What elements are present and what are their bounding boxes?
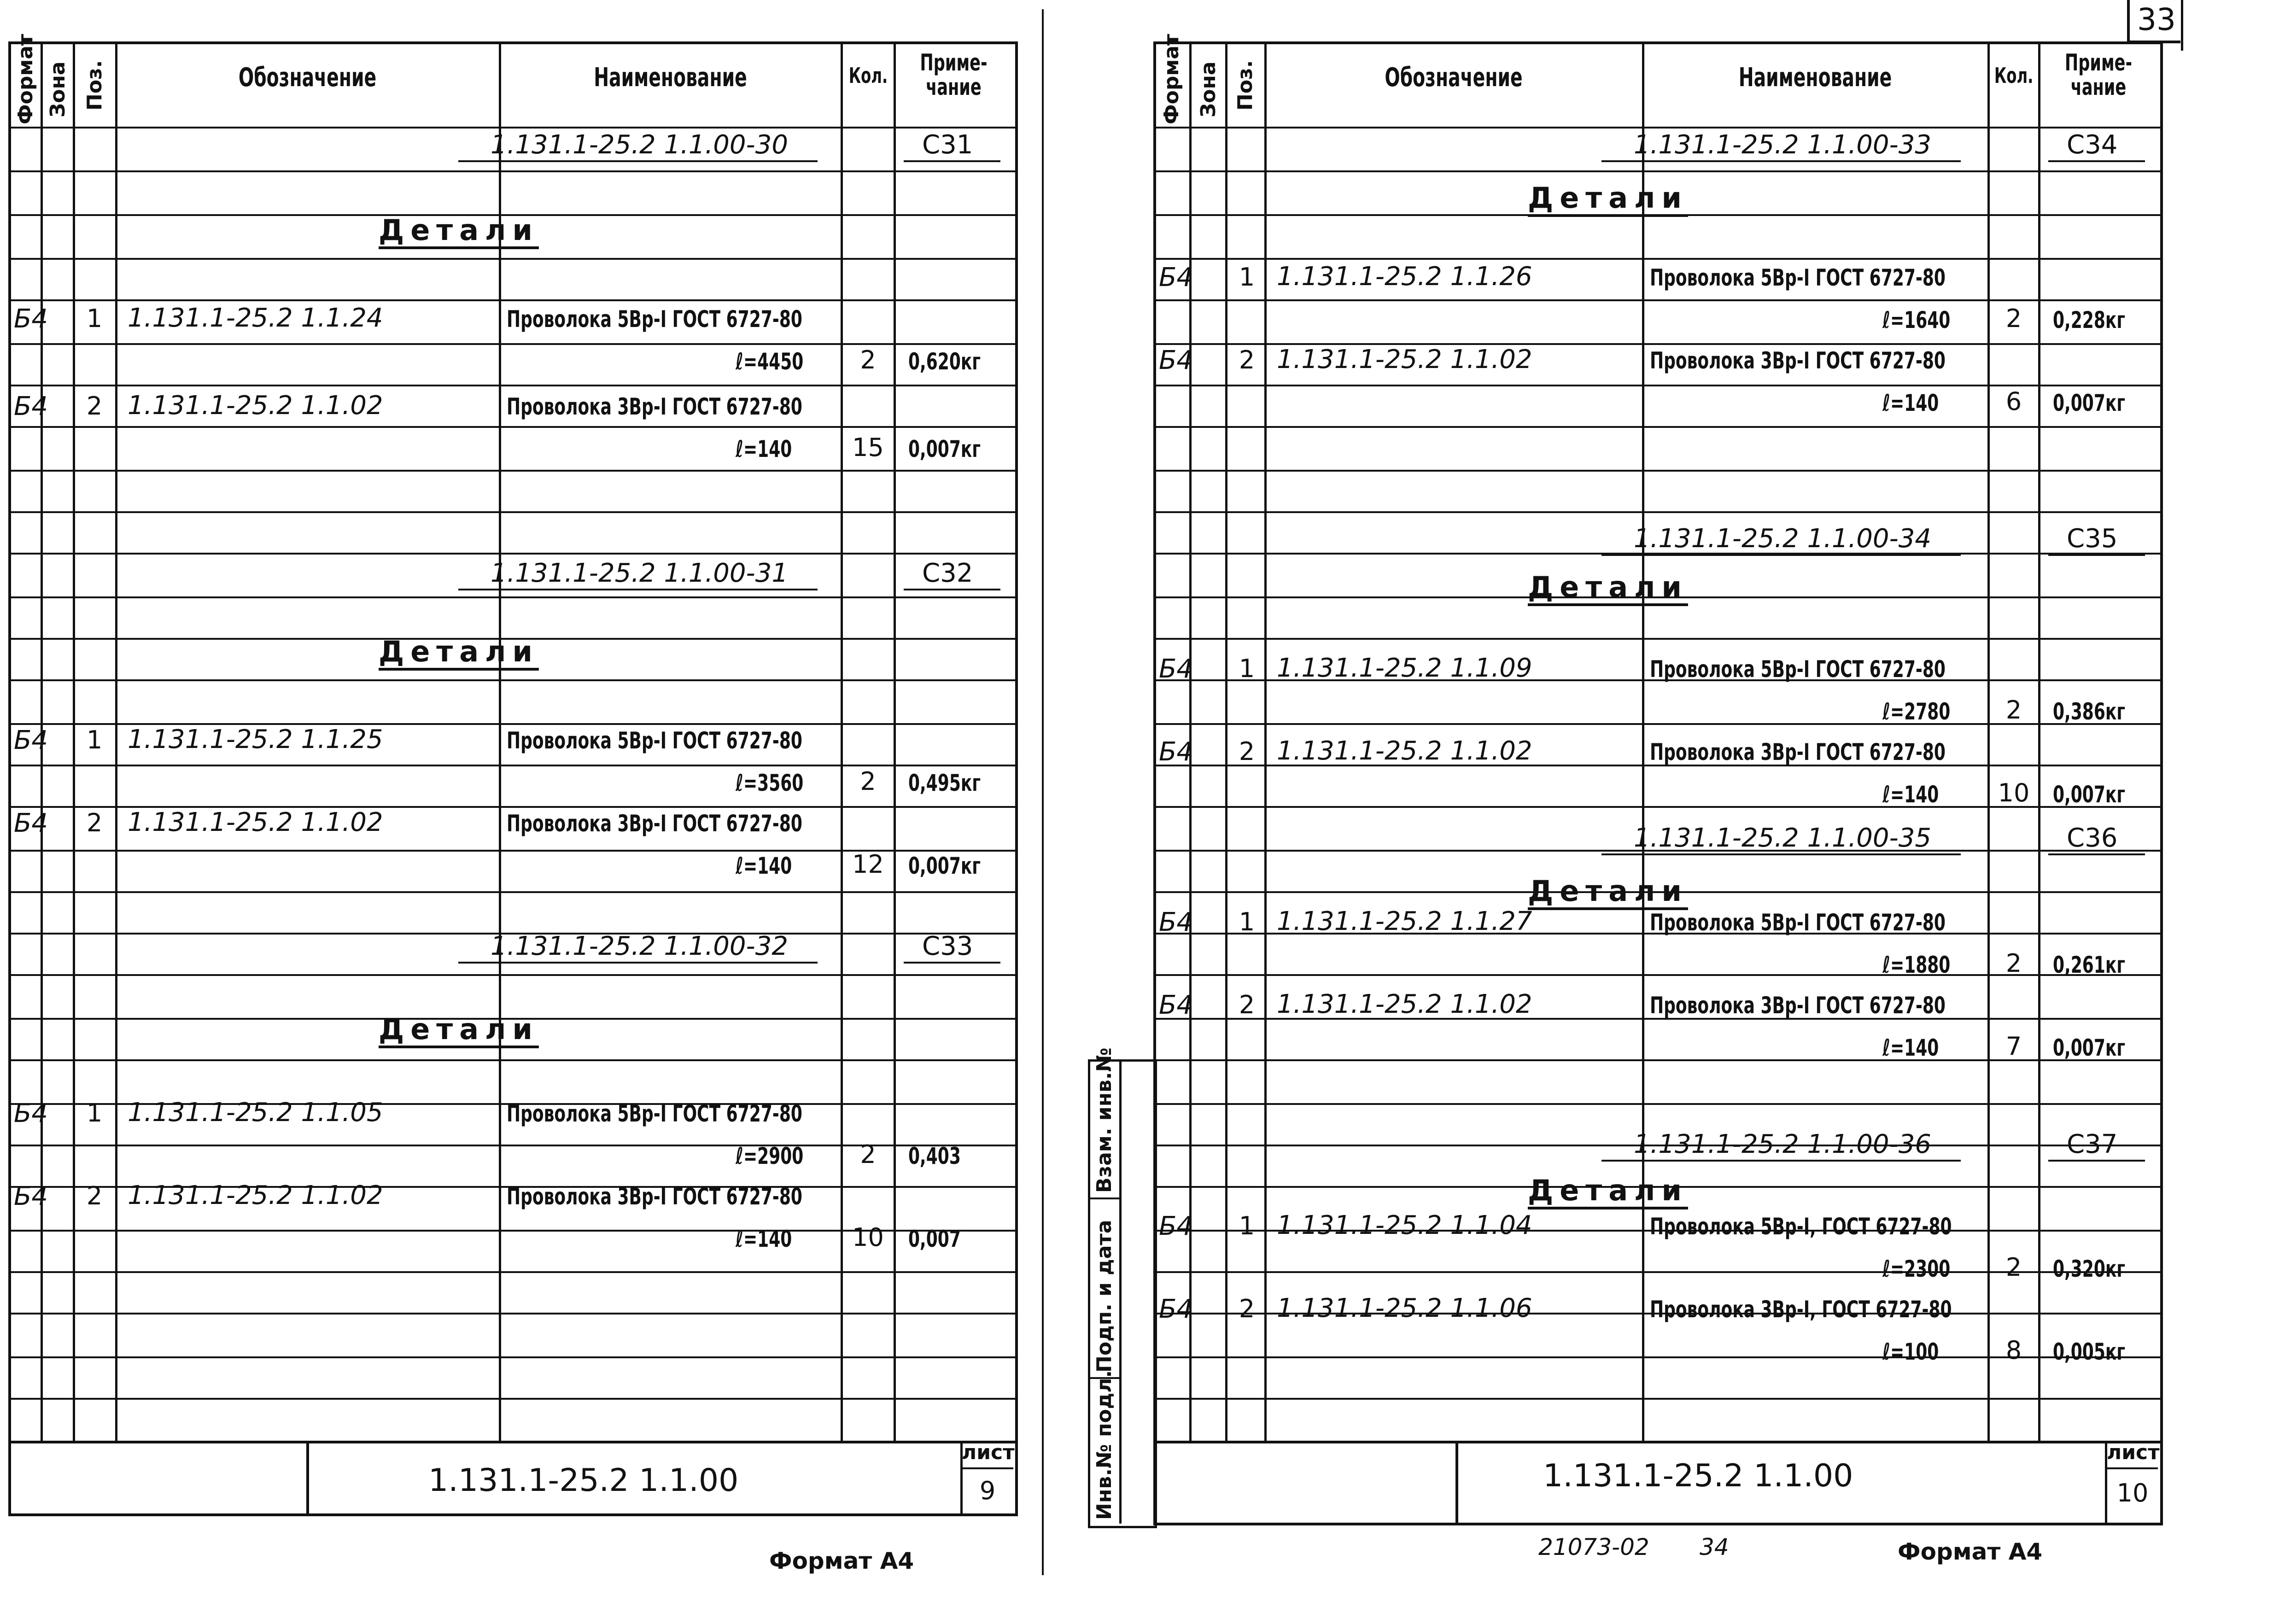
right-footer-page: 34 xyxy=(1700,1534,1729,1560)
right-item-qty-2-1: 7 xyxy=(2005,1032,2022,1061)
left-row-line-29 xyxy=(8,1356,1015,1358)
left-item-name-2-0: Проволока 5Вр-I ГОСТ 6727-80 xyxy=(507,1100,802,1127)
right-group-doc-0: 1.131.1-25.2 1.1.00-33 xyxy=(1634,130,1932,160)
left-item-designation-1-0: 1.131.1-25.2 1.1.25 xyxy=(128,724,383,754)
left-item-qty-1-0: 2 xyxy=(860,767,876,796)
right-item-name-1-0: Проволока 5Вр-I ГОСТ 6727-80 xyxy=(1650,656,1946,683)
right-group-doc-underline-2 xyxy=(1601,853,1961,855)
left-item-name-0-1: Проволока 3Вр-I ГОСТ 6727-80 xyxy=(507,393,802,420)
left-item-mass-2-1: 0,007 xyxy=(908,1226,961,1252)
left-item-designation-2-1: 1.131.1-25.2 1.1.02 xyxy=(128,1180,383,1210)
left-stamp-code: 1.131.1-25.2 1.1.00 xyxy=(428,1462,739,1499)
right-item-format-2-1: Б4 xyxy=(1159,990,1193,1020)
right-item-qty-1-1: 10 xyxy=(1998,778,2030,807)
right-item-name-0-0: Проволока 5Вр-I ГОСТ 6727-80 xyxy=(1650,264,1946,291)
right-row-line-9 xyxy=(1153,511,2160,513)
right-details-title-3: Детали xyxy=(1528,1174,1688,1207)
left-header-pos: Поз. xyxy=(83,60,106,111)
right-item-designation-2-0: 1.131.1-25.2 1.1.27 xyxy=(1277,906,1532,936)
right-item-name-1-1: Проволока 3Вр-I ГОСТ 6727-80 xyxy=(1650,739,1946,765)
left-item-designation-2-0: 1.131.1-25.2 1.1.05 xyxy=(128,1098,383,1127)
right-col-line-designation xyxy=(1642,41,1644,1442)
right-group-doc-3: 1.131.1-25.2 1.1.00-36 xyxy=(1634,1129,1932,1159)
right-group-note-underline-0 xyxy=(2048,160,2145,162)
left-group-note-underline-0 xyxy=(904,160,1000,162)
left-item-qty-1-1: 12 xyxy=(852,850,884,879)
right-group-doc-underline-0 xyxy=(1601,160,1961,162)
right-header-note: Приме-чание xyxy=(2064,49,2133,100)
right-item-mass-0-0: 0,228кг xyxy=(2053,307,2126,333)
left-group-note-0: С31 xyxy=(922,130,973,160)
left-item-pos-0-0: 1 xyxy=(86,304,103,333)
right-col-line-name xyxy=(1987,41,1990,1442)
right-item-format-3-1: Б4 xyxy=(1159,1294,1193,1324)
right-item-qty-2-0: 2 xyxy=(2005,949,2022,978)
right-item-format-0-0: Б4 xyxy=(1159,263,1193,292)
right-item-designation-3-0: 1.131.1-25.2 1.1.04 xyxy=(1277,1210,1532,1240)
right-row-line-4 xyxy=(1153,299,2160,301)
left-item-pos-2-0: 1 xyxy=(86,1098,103,1127)
right-item-designation-2-1: 1.131.1-25.2 1.1.02 xyxy=(1277,989,1532,1019)
right-item-format-3-0: Б4 xyxy=(1159,1211,1193,1241)
left-item-pos-1-1: 2 xyxy=(86,808,103,837)
right-item-mass-3-0: 0,320кг xyxy=(2053,1256,2126,1282)
left-group-doc-1: 1.131.1-25.2 1.1.00-31 xyxy=(491,558,789,588)
left-item-name-0-0: Проволока 5Вр-I ГОСТ 6727-80 xyxy=(507,306,802,333)
left-group-note-2: С33 xyxy=(922,931,973,961)
right-item-mass-2-0: 0,261кг xyxy=(2053,952,2126,978)
right-item-name-2-1: Проволока 3Вр-I ГОСТ 6727-80 xyxy=(1650,992,1946,1019)
left-item-qty-0-1: 15 xyxy=(852,433,884,462)
left-group-note-underline-1 xyxy=(904,589,1000,590)
left-item-format-2-1: Б4 xyxy=(14,1181,48,1211)
right-row-line-30 xyxy=(1153,1398,2160,1400)
right-item-pos-2-1: 2 xyxy=(1239,990,1255,1019)
left-row-line-11 xyxy=(8,596,1015,598)
right-item-length-3-1: ℓ=100 xyxy=(1882,1338,1939,1365)
right-item-pos-0-1: 2 xyxy=(1239,345,1255,374)
right-item-qty-1-0: 2 xyxy=(2005,695,2022,724)
right-item-format-2-0: Б4 xyxy=(1159,907,1193,937)
right-item-format-0-1: Б4 xyxy=(1159,345,1193,375)
left-group-note-underline-2 xyxy=(904,962,1000,964)
left-group-doc-2: 1.131.1-25.2 1.1.00-32 xyxy=(491,931,789,961)
side-label-repl: Взам. инв.№ xyxy=(1093,1047,1116,1193)
left-item-length-0-1: ℓ=140 xyxy=(736,436,792,462)
right-group-doc-underline-1 xyxy=(1601,554,1961,556)
right-footer-format: Формат А4 xyxy=(1898,1538,2043,1565)
right-item-length-0-0: ℓ=1640 xyxy=(1882,307,1951,333)
left-row-line-10 xyxy=(8,553,1015,555)
right-item-name-3-1: Проволока 3Вр-I, ГОСТ 6727-80 xyxy=(1650,1296,1952,1323)
right-item-designation-0-1: 1.131.1-25.2 1.1.02 xyxy=(1277,345,1532,374)
left-header-designation: Обозначение xyxy=(238,63,377,93)
left-item-format-2-0: Б4 xyxy=(14,1098,48,1128)
left-item-name-2-1: Проволока 3Вр-I ГОСТ 6727-80 xyxy=(507,1183,802,1210)
right-stamp-divider xyxy=(1455,1441,1458,1524)
right-group-note-2: С36 xyxy=(2067,823,2118,853)
right-details-title-2: Детали xyxy=(1528,874,1688,908)
left-row-line-15 xyxy=(8,765,1015,766)
right-row-line-0 xyxy=(1153,127,2160,129)
right-row-line-23 xyxy=(1153,1103,2160,1105)
left-row-line-8 xyxy=(8,470,1015,472)
binding-line-center xyxy=(1042,9,1044,1575)
left-group-doc-underline-0 xyxy=(458,160,818,162)
left-sheet-box-mid xyxy=(960,1467,1013,1469)
left-row-line-27 xyxy=(8,1271,1015,1273)
left-item-format-1-1: Б4 xyxy=(14,808,48,838)
right-sheet-label: лист xyxy=(2107,1441,2160,1464)
left-header-zone: Зона xyxy=(46,61,70,117)
left-stamp-divider xyxy=(306,1441,309,1515)
left-item-pos-0-1: 2 xyxy=(86,391,103,421)
right-row-line-8 xyxy=(1153,470,2160,472)
right-item-name-2-0: Проволока 5Вр-I ГОСТ 6727-80 xyxy=(1650,909,1946,936)
right-item-designation-3-1: 1.131.1-25.2 1.1.06 xyxy=(1277,1293,1532,1323)
left-row-line-0 xyxy=(8,127,1015,129)
right-item-format-1-0: Б4 xyxy=(1159,654,1193,684)
left-row-line-30 xyxy=(8,1398,1015,1400)
right-header-pos: Поз. xyxy=(1233,60,1257,111)
left-item-length-1-0: ℓ=3560 xyxy=(736,770,804,796)
right-item-designation-1-1: 1.131.1-25.2 1.1.02 xyxy=(1277,736,1532,766)
left-row-line-18 xyxy=(8,891,1015,893)
right-item-pos-1-0: 1 xyxy=(1239,654,1255,683)
right-item-name-0-1: Проволока 3Вр-I ГОСТ 6727-80 xyxy=(1650,347,1946,374)
right-group-doc-1: 1.131.1-25.2 1.1.00-34 xyxy=(1634,524,1932,554)
right-item-name-3-0: Проволока 5Вр-I, ГОСТ 6727-80 xyxy=(1650,1213,1952,1240)
right-item-pos-3-1: 2 xyxy=(1239,1294,1255,1323)
right-details-title-0: Детали xyxy=(1528,181,1688,215)
right-item-pos-3-0: 1 xyxy=(1239,1211,1255,1240)
left-item-mass-0-0: 0,620кг xyxy=(908,348,981,375)
right-item-mass-1-1: 0,007кг xyxy=(2053,781,2126,808)
right-row-line-1 xyxy=(1153,170,2160,172)
left-header-name: Наименование xyxy=(594,63,747,93)
left-item-name-1-1: Проволока 3Вр-I ГОСТ 6727-80 xyxy=(507,810,802,837)
right-item-qty-3-1: 8 xyxy=(2005,1336,2022,1365)
right-header-qty: Кол. xyxy=(1994,63,2034,88)
left-item-pos-1-0: 1 xyxy=(86,725,103,754)
left-header-format: Формат xyxy=(14,34,37,124)
left-item-qty-0-0: 2 xyxy=(860,345,876,374)
right-header-name: Наименование xyxy=(1738,63,1892,93)
left-item-format-1-0: Б4 xyxy=(14,725,48,755)
side-label-sign: Подп. и дата xyxy=(1093,1220,1116,1373)
side-strip-inner xyxy=(1119,1059,1122,1524)
right-item-pos-1-1: 2 xyxy=(1239,737,1255,766)
right-group-note-0: С34 xyxy=(2067,130,2118,160)
left-item-name-1-0: Проволока 5Вр-I ГОСТ 6727-80 xyxy=(507,727,802,754)
page-number: 33 xyxy=(2137,2,2176,37)
right-item-mass-2-1: 0,007кг xyxy=(2053,1034,2126,1061)
left-group-doc-0: 1.131.1-25.2 1.1.00-30 xyxy=(491,130,789,160)
right-stamp-code: 1.131.1-25.2 1.1.00 xyxy=(1543,1458,1853,1494)
left-sheet-label: лист xyxy=(962,1441,1015,1464)
left-group-doc-underline-2 xyxy=(458,962,818,964)
right-item-qty-0-0: 2 xyxy=(2005,304,2022,333)
binding-line-right xyxy=(2181,0,2183,51)
right-col-line-qty xyxy=(2038,41,2040,1442)
left-row-line-3 xyxy=(8,258,1015,260)
right-item-length-1-1: ℓ=140 xyxy=(1882,781,1939,808)
left-item-mass-1-1: 0,007кг xyxy=(908,853,981,879)
right-item-format-1-1: Б4 xyxy=(1159,737,1193,767)
left-row-line-9 xyxy=(8,511,1015,513)
right-item-qty-3-0: 2 xyxy=(2005,1253,2022,1282)
right-item-qty-0-1: 6 xyxy=(2005,387,2022,416)
left-item-designation-0-1: 1.131.1-25.2 1.1.02 xyxy=(128,391,383,421)
right-footer-code: 21073-02 xyxy=(1538,1534,1649,1560)
right-row-line-3 xyxy=(1153,258,2160,260)
right-item-length-3-0: ℓ=2300 xyxy=(1882,1256,1951,1282)
left-item-length-0-0: ℓ=4450 xyxy=(736,348,804,375)
side-label-inv: Инв.№ подл. xyxy=(1093,1370,1116,1520)
left-item-format-0-0: Б4 xyxy=(14,304,48,334)
left-row-line-4 xyxy=(8,299,1015,301)
right-item-designation-1-0: 1.131.1-25.2 1.1.09 xyxy=(1277,653,1532,683)
right-group-note-1: С35 xyxy=(2067,524,2118,554)
left-item-length-2-1: ℓ=140 xyxy=(736,1226,792,1252)
left-item-designation-0-0: 1.131.1-25.2 1.1.24 xyxy=(128,303,383,333)
left-details-title-1: Детали xyxy=(379,635,539,668)
right-item-length-0-1: ℓ=140 xyxy=(1882,390,1939,416)
left-item-qty-2-0: 2 xyxy=(860,1140,876,1169)
left-row-line-7 xyxy=(8,426,1015,428)
left-group-note-1: С32 xyxy=(922,558,973,588)
right-row-line-12 xyxy=(1153,638,2160,640)
left-header-qty: Кол. xyxy=(848,63,888,88)
right-group-note-3: С37 xyxy=(2067,1129,2118,1159)
right-stamp-top xyxy=(1153,1441,2160,1443)
left-group-doc-underline-1 xyxy=(458,589,818,590)
left-row-line-1 xyxy=(8,170,1015,172)
left-details-title-2: Детали xyxy=(379,1012,539,1046)
left-item-qty-2-1: 10 xyxy=(852,1223,884,1252)
right-row-line-6 xyxy=(1153,385,2160,386)
right-item-length-1-0: ℓ=2780 xyxy=(1882,698,1951,725)
right-item-designation-0-0: 1.131.1-25.2 1.1.26 xyxy=(1277,262,1532,292)
right-item-mass-0-1: 0,007кг xyxy=(2053,390,2126,416)
left-col-line-designation xyxy=(499,41,501,1442)
left-details-title-0: Детали xyxy=(379,213,539,247)
left-col-line-pos xyxy=(115,41,117,1442)
right-header-zone: Зона xyxy=(1197,61,1220,117)
right-header-designation: Обозначение xyxy=(1385,63,1523,93)
right-item-length-2-1: ℓ=140 xyxy=(1882,1034,1939,1061)
left-row-line-13 xyxy=(8,679,1015,681)
side-strip-div1 xyxy=(1088,1198,1120,1199)
left-header-note: Приме-чание xyxy=(920,49,988,100)
right-group-note-underline-3 xyxy=(2048,1160,2145,1162)
right-item-mass-1-0: 0,386кг xyxy=(2053,698,2126,725)
right-group-note-underline-1 xyxy=(2048,554,2145,556)
left-item-mass-0-1: 0,007кг xyxy=(908,436,981,462)
left-item-pos-2-1: 2 xyxy=(86,1181,103,1210)
left-item-mass-1-0: 0,495кг xyxy=(908,770,981,796)
right-group-note-underline-2 xyxy=(2048,853,2145,855)
right-item-pos-2-0: 1 xyxy=(1239,907,1255,936)
right-item-mass-3-1: 0,005кг xyxy=(2053,1338,2126,1365)
left-row-line-5 xyxy=(8,343,1015,345)
left-item-format-0-1: Б4 xyxy=(14,391,48,421)
left-row-line-28 xyxy=(8,1313,1015,1314)
left-item-length-1-1: ℓ=140 xyxy=(736,853,792,879)
left-row-line-6 xyxy=(8,385,1015,386)
left-item-designation-1-1: 1.131.1-25.2 1.1.02 xyxy=(128,807,383,837)
right-group-doc-underline-3 xyxy=(1601,1160,1961,1162)
left-item-mass-2-0: 0,403 xyxy=(908,1143,961,1169)
right-details-title-1: Детали xyxy=(1528,570,1688,604)
left-footer-format: Формат А4 xyxy=(769,1548,914,1574)
right-sheet-box-mid xyxy=(2105,1467,2158,1469)
right-header-format: Формат xyxy=(1160,34,1183,124)
right-sheet-number: 10 xyxy=(2116,1478,2149,1507)
left-stamp-top xyxy=(8,1441,1015,1443)
right-group-doc-2: 1.131.1-25.2 1.1.00-35 xyxy=(1634,823,1932,853)
left-item-length-2-0: ℓ=2900 xyxy=(736,1143,804,1169)
left-sheet-number: 9 xyxy=(979,1476,996,1505)
left-row-line-20 xyxy=(8,974,1015,976)
left-row-line-22 xyxy=(8,1059,1015,1061)
right-item-length-2-0: ℓ=1880 xyxy=(1882,952,1951,978)
right-item-pos-0-0: 1 xyxy=(1239,263,1255,292)
right-row-line-7 xyxy=(1153,426,2160,428)
